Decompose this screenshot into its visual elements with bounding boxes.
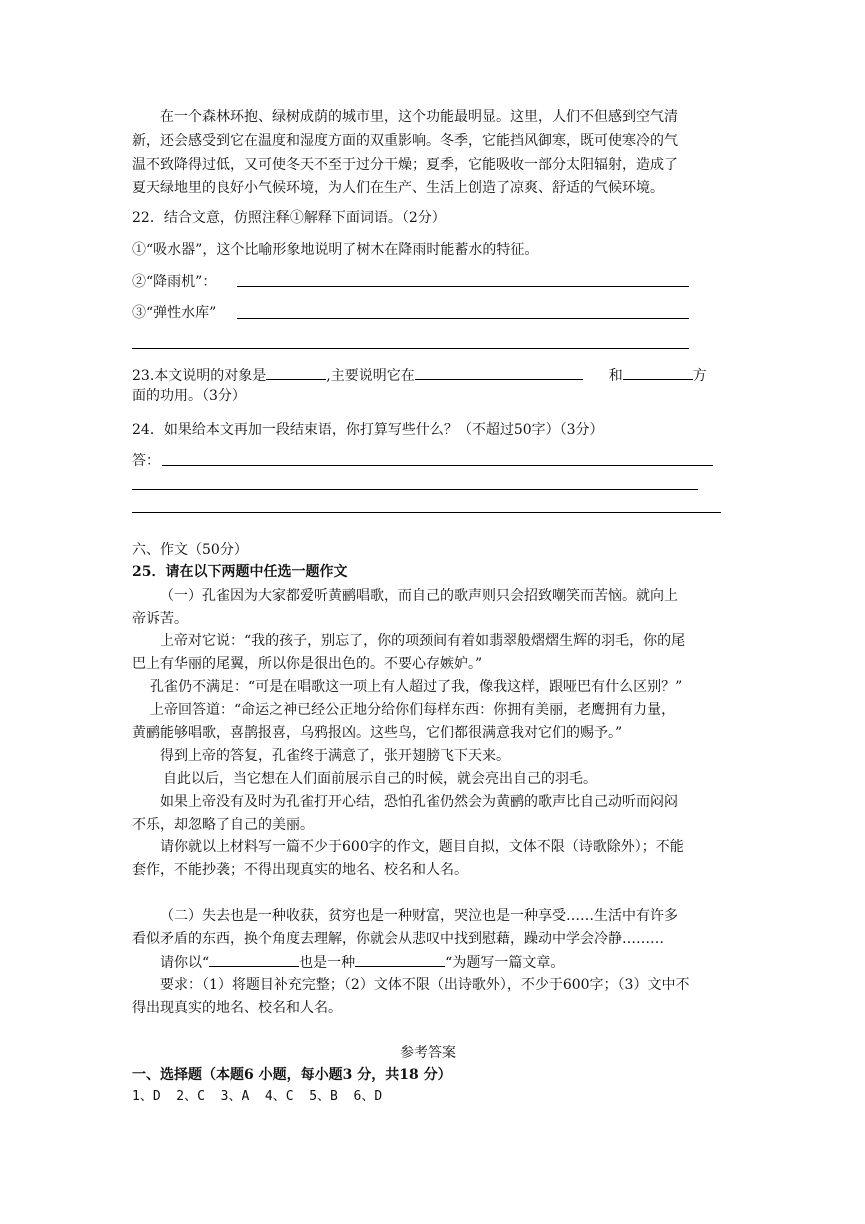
answers-list: 1、D 2、C 3、A 4、C 5、B 6、D [132,1089,383,1104]
passage-line-1: 在一个森林环抱、绿树成荫的城市里，这个功能最明显。这里，人们不但感到空气清 [160,109,678,125]
answers-title: 参考答案 [400,1045,456,1061]
topic1-p2a: 上帝对它说：“我的孩子，别忘了，你的项颈间有着如翡翠般熠熠生辉的羽毛，你的尾 [160,633,686,649]
question-22-item-1: ①“吸水器”，这个比喻形象地说明了树木在降雨时能蓄水的特征。 [132,242,539,258]
topic2-title-line [160,952,564,972]
question-23-part-4: 方 [692,368,707,384]
question-24-answer-label: 答： [132,453,160,469]
question-22-item-2: ②“降雨机”： [132,274,217,290]
topic1-p4a: 上帝回答道：“命运之神已经公正地分给你们每样东西：你拥有美丽，老鹰拥有力量， [150,702,676,718]
question-22-item-3: ③“弹性水库” [132,305,217,321]
topic2-p3a: 要求：（1）将题目补充完整；（2）文体不限（出诗歌外），不少于600字；（3）文中不 [160,977,690,993]
topic1-p8b: 套作，不能抄袭；不得出现真实的地名、校名和人名。 [132,862,468,878]
topic1-p5: 得到上帝的答复，孔雀终于满意了，张开翅膀飞下天来。 [160,748,510,764]
topic1-p7a: 如果上帝没有及时为孔雀打开心结，恐怕孔雀仍然会为黄鹂的歌声比自己动听而闷闷 [160,794,678,810]
blank-23-aspect-2[interactable] [623,365,693,380]
question-23-part-2: ,主要说明它在 [326,368,415,384]
answers-section-1: 一、选择题（本题6 小题，每小题3 分，共18 分） [132,1067,452,1083]
answer-line-22-3a[interactable] [237,318,689,319]
question-23-part-1: 23.本文说明的对象是 [132,368,267,384]
topic1-p4b: 黄鹂能够唱歌，喜鹊报喜，乌鸦报凶。这些鸟，它们都很满意我对它们的赐予。” [132,725,623,741]
topic2-p3b: 得出现真实的地名、校名和人名。 [132,1000,342,1016]
answer-line-22-2[interactable] [237,286,689,287]
topic1-p3: 孔雀仍不满足：“可是在唱歌这一项上有人超过了我，像我这样，跟哑巴有什么区别？” [150,679,683,695]
question-22-stem: 22．结合文意，仿照注释①解释下面词语。（2分） [132,210,446,226]
topic1-p7b: 不乐，却忽略了自己的美丽。 [132,817,314,833]
blank-23-object[interactable] [266,365,326,380]
topic2-title-prefix: 请你以“ [160,955,210,971]
topic1-p8a: 请你就以上材料写一篇不少于600字的作文，题目自拟，文体不限（诗歌除外）；不能 [160,839,684,855]
section-6-heading: 六、作文（50分） [132,542,248,558]
topic2-p1b: 看似矛盾的东西，换个角度去理解，你就会从悲叹中找到慰藉，躁动中学会冷静……… [132,931,664,947]
passage-line-4: 夏天绿地里的良好小气候环境，为人们在生产、生活上创造了凉爽、舒适的气候环境。 [132,180,664,196]
topic2-p1a: （二）失去也是一种收获，贫穷也是一种财富，哭泣也是一种享受……生活中有许多 [160,908,678,924]
answer-line-22-3b[interactable] [132,348,689,349]
topic2-title-mid: 也是一种 [299,955,356,971]
passage-line-3: 温不致降得过低，又可使冬天不至于过分干燥；夏季，它能吸收一部分太阳辐射，造成了 [132,157,678,173]
topic1-p1a: （一）孔雀因为大家都爱听黄鹂唱歌，而自己的歌声则只会招致嘲笑而苦恼。就向上 [160,588,678,604]
passage-line-2: 新，还会感受到它在温度和湿度方面的双重影响。冬季，它能挡风御寒，既可使寒冷的气 [132,133,678,149]
question-23-line-1 [132,365,707,385]
blank-topic2-second[interactable] [355,952,445,967]
question-23-line-2: 面的功用。（3分） [132,388,246,404]
topic2-title-suffix: “为题写一篇文章。 [445,955,565,971]
answer-line-24-2[interactable] [132,489,698,490]
topic1-p6: 自此以后，当它想在人们面前展示自己的时候，就会亮出自己的羽毛。 [163,771,597,787]
question-25-heading: 25．请在以下两题中任选一题作文 [132,564,348,580]
question-23-part-3: 和 [608,368,623,384]
topic1-p1b: 帝诉苦。 [132,611,188,627]
blank-topic2-first[interactable] [209,952,299,967]
question-24-stem: 24．如果给本文再加一段结束语，你打算写些什么？（不超过50字）（3分） [132,422,604,438]
topic1-p2b: 巴上有华丽的尾翼，所以你是很出色的。不要心存嫉妒。” [132,656,483,672]
answer-line-24-1[interactable] [162,465,713,466]
answer-line-24-3[interactable] [132,512,721,513]
blank-23-aspect-1[interactable] [415,365,583,380]
